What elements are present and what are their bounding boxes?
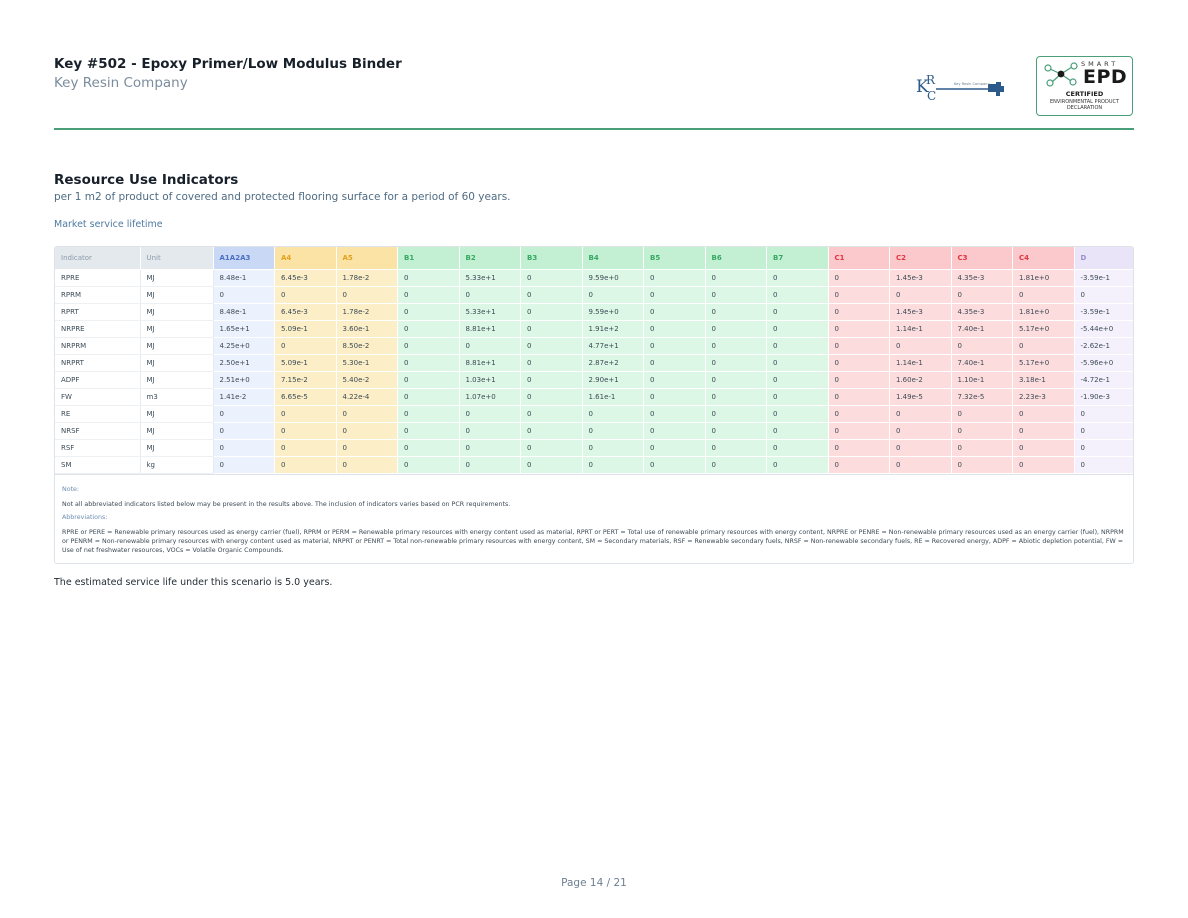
value-cell: 0 xyxy=(828,320,890,337)
note-label: Note: xyxy=(62,485,80,493)
indicator-cell: SM xyxy=(55,456,140,473)
indicator-cell: NRPRT xyxy=(55,354,140,371)
value-cell: 0 xyxy=(459,286,521,303)
value-cell: 8.48e-1 xyxy=(213,269,275,286)
value-cell: 1.10e-1 xyxy=(951,371,1013,388)
table-row xyxy=(55,320,1134,337)
value-cell: 0 xyxy=(767,422,829,439)
column-header-b5: B5 xyxy=(644,247,706,269)
value-cell: 4.25e+0 xyxy=(213,337,275,354)
value-cell: 3.60e-1 xyxy=(336,320,398,337)
table-header-row xyxy=(55,247,1134,269)
value-cell: 1.14e-1 xyxy=(890,320,952,337)
value-cell: 0 xyxy=(705,303,767,320)
resource-use-table-card xyxy=(54,246,1134,564)
value-cell: 0 xyxy=(521,405,583,422)
column-header-b3: B3 xyxy=(521,247,583,269)
value-cell: 1.07e+0 xyxy=(459,388,521,405)
value-cell: 0 xyxy=(398,371,460,388)
value-cell: 7.40e-1 xyxy=(951,354,1013,371)
value-cell: 0 xyxy=(336,286,398,303)
value-cell: 0 xyxy=(767,303,829,320)
unit-cell: MJ xyxy=(140,286,213,303)
value-cell: 0 xyxy=(644,354,706,371)
value-cell: 0 xyxy=(521,422,583,439)
value-cell: 0 xyxy=(582,405,644,422)
resource-use-table xyxy=(55,247,1134,474)
value-cell: 0 xyxy=(1013,337,1075,354)
value-cell: 0 xyxy=(951,286,1013,303)
value-cell: 0 xyxy=(582,439,644,456)
value-cell: 0 xyxy=(521,303,583,320)
value-cell: 8.50e-2 xyxy=(336,337,398,354)
value-cell: -5.44e+0 xyxy=(1074,320,1134,337)
value-cell: 8.48e-1 xyxy=(213,303,275,320)
table-row xyxy=(55,286,1134,303)
logo-letter-k: K xyxy=(916,77,929,97)
column-header-unit: Unit xyxy=(140,247,213,269)
value-cell: 0 xyxy=(1074,405,1134,422)
value-cell: 7.32e-5 xyxy=(951,388,1013,405)
document-title: Key #502 - Epoxy Primer/Low Modulus Binder xyxy=(54,56,402,72)
column-header-b1: B1 xyxy=(398,247,460,269)
value-cell: 0 xyxy=(398,269,460,286)
unit-cell: MJ xyxy=(140,269,213,286)
value-cell: 0 xyxy=(398,388,460,405)
page-header xyxy=(54,56,1134,130)
value-cell: 9.59e+0 xyxy=(582,303,644,320)
value-cell: 1.14e-1 xyxy=(890,354,952,371)
value-cell: 8.81e+1 xyxy=(459,320,521,337)
value-cell: 0 xyxy=(890,439,952,456)
table-row xyxy=(55,269,1134,286)
value-cell: 2.87e+2 xyxy=(582,354,644,371)
value-cell: 0 xyxy=(705,354,767,371)
value-cell: 0 xyxy=(1013,439,1075,456)
value-cell: 0 xyxy=(644,405,706,422)
table-row xyxy=(55,388,1134,405)
value-cell: 0 xyxy=(767,337,829,354)
indicator-cell: ADPF xyxy=(55,371,140,388)
value-cell: 1.91e+2 xyxy=(582,320,644,337)
table-row xyxy=(55,439,1134,456)
value-cell: 0 xyxy=(644,388,706,405)
value-cell: 0 xyxy=(705,371,767,388)
value-cell: 2.90e+1 xyxy=(582,371,644,388)
value-cell: 0 xyxy=(644,303,706,320)
value-cell: 2.51e+0 xyxy=(213,371,275,388)
value-cell: 0 xyxy=(1074,439,1134,456)
value-cell: 0 xyxy=(582,286,644,303)
indicator-cell: RPRT xyxy=(55,303,140,320)
value-cell: 0 xyxy=(213,405,275,422)
value-cell: 0 xyxy=(582,422,644,439)
value-cell: 1.61e-1 xyxy=(582,388,644,405)
value-cell: 0 xyxy=(767,371,829,388)
indicator-cell: FW xyxy=(55,388,140,405)
value-cell: -3.59e-1 xyxy=(1074,269,1134,286)
molecule-icon xyxy=(1042,61,1080,87)
value-cell: 0 xyxy=(398,354,460,371)
value-cell: 3.18e-1 xyxy=(1013,371,1075,388)
value-cell: 0 xyxy=(459,456,521,473)
column-header-a4: A4 xyxy=(275,247,337,269)
value-cell: -4.72e-1 xyxy=(1074,371,1134,388)
section-title: Resource Use Indicators xyxy=(54,172,239,188)
value-cell: 0 xyxy=(644,422,706,439)
value-cell: 6.45e-3 xyxy=(275,269,337,286)
value-cell: 6.45e-3 xyxy=(275,303,337,320)
value-cell: 0 xyxy=(521,371,583,388)
value-cell: 1.81e+0 xyxy=(1013,269,1075,286)
value-cell: 0 xyxy=(828,388,890,405)
value-cell: 1.45e-3 xyxy=(890,303,952,320)
value-cell: 0 xyxy=(705,286,767,303)
table-row xyxy=(55,456,1134,473)
value-cell: -3.59e-1 xyxy=(1074,303,1134,320)
unit-cell: MJ xyxy=(140,354,213,371)
value-cell: 0 xyxy=(705,456,767,473)
value-cell: 0 xyxy=(275,456,337,473)
table-row xyxy=(55,303,1134,320)
value-cell: 0 xyxy=(705,422,767,439)
value-cell: 0 xyxy=(705,269,767,286)
value-cell: 1.78e-2 xyxy=(336,269,398,286)
value-cell: 0 xyxy=(705,320,767,337)
note-text: Not all abbreviated indicators listed below may be present in the results above. The inclusion of indicators varies based on PCR requirements. xyxy=(62,500,511,508)
value-cell: 0 xyxy=(398,286,460,303)
value-cell: 7.15e-2 xyxy=(275,371,337,388)
value-cell: 0 xyxy=(890,422,952,439)
value-cell: 5.09e-1 xyxy=(275,354,337,371)
value-cell: 0 xyxy=(705,337,767,354)
value-cell: 0 xyxy=(767,388,829,405)
table-row xyxy=(55,405,1134,422)
value-cell: 0 xyxy=(1074,286,1134,303)
value-cell: 0 xyxy=(828,422,890,439)
value-cell: 0 xyxy=(767,269,829,286)
value-cell: 8.81e+1 xyxy=(459,354,521,371)
value-cell: 0 xyxy=(644,371,706,388)
value-cell: 7.40e-1 xyxy=(951,320,1013,337)
unit-cell: MJ xyxy=(140,405,213,422)
column-header-indicator: Indicator xyxy=(55,247,140,269)
value-cell: 0 xyxy=(275,405,337,422)
badge-smart-label: SMART xyxy=(1081,60,1119,68)
logo-letter-c: C xyxy=(927,89,937,103)
indicator-cell: RPRE xyxy=(55,269,140,286)
unit-cell: MJ xyxy=(140,439,213,456)
value-cell: 5.30e-1 xyxy=(336,354,398,371)
value-cell: 0 xyxy=(1013,286,1075,303)
value-cell: 0 xyxy=(890,337,952,354)
value-cell: 1.45e-3 xyxy=(890,269,952,286)
value-cell: 1.49e-5 xyxy=(890,388,952,405)
value-cell: 4.35e-3 xyxy=(951,269,1013,286)
value-cell: 0 xyxy=(459,337,521,354)
value-cell: 0 xyxy=(336,422,398,439)
value-cell: 0 xyxy=(459,405,521,422)
value-cell: 0 xyxy=(1013,405,1075,422)
value-cell: 0 xyxy=(644,456,706,473)
value-cell: 0 xyxy=(521,320,583,337)
unit-cell: MJ xyxy=(140,371,213,388)
value-cell: 5.09e-1 xyxy=(275,320,337,337)
value-cell: 1.41e-2 xyxy=(213,388,275,405)
section-subtitle: per 1 m2 of product of covered and protected flooring surface for a period of 60 years. xyxy=(54,191,511,203)
value-cell: 0 xyxy=(828,439,890,456)
service-life-text: The estimated service life under this scenario is 5.0 years. xyxy=(54,577,333,588)
value-cell: 0 xyxy=(828,337,890,354)
value-cell: 6.65e-5 xyxy=(275,388,337,405)
value-cell: 0 xyxy=(336,439,398,456)
column-header-b6: B6 xyxy=(705,247,767,269)
notes-section xyxy=(55,474,1133,563)
value-cell: 0 xyxy=(705,439,767,456)
value-cell: 0 xyxy=(828,354,890,371)
value-cell: 0 xyxy=(644,320,706,337)
value-cell: 0 xyxy=(398,439,460,456)
value-cell: 5.17e+0 xyxy=(1013,320,1075,337)
logo-letter-r: R xyxy=(926,73,936,87)
value-cell: 0 xyxy=(1074,422,1134,439)
value-cell: 0 xyxy=(828,286,890,303)
scenario-label: Market service lifetime xyxy=(54,219,163,230)
value-cell: -2.62e-1 xyxy=(1074,337,1134,354)
value-cell: 0 xyxy=(459,439,521,456)
abbreviations-label: Abbreviations: xyxy=(62,513,108,521)
value-cell: 0 xyxy=(951,422,1013,439)
value-cell: 0 xyxy=(398,320,460,337)
value-cell: 0 xyxy=(521,354,583,371)
value-cell: 0 xyxy=(398,456,460,473)
value-cell: 2.23e-3 xyxy=(1013,388,1075,405)
value-cell: 0 xyxy=(213,439,275,456)
indicator-cell: NRPRE xyxy=(55,320,140,337)
value-cell: 0 xyxy=(521,388,583,405)
value-cell: 0 xyxy=(705,388,767,405)
value-cell: 0 xyxy=(1013,456,1075,473)
value-cell: 0 xyxy=(644,439,706,456)
unit-cell: MJ xyxy=(140,320,213,337)
value-cell: 0 xyxy=(1013,422,1075,439)
table-row xyxy=(55,337,1134,354)
value-cell: 0 xyxy=(644,337,706,354)
table-row xyxy=(55,354,1134,371)
column-header-b7: B7 xyxy=(767,247,829,269)
value-cell: 4.35e-3 xyxy=(951,303,1013,320)
value-cell: 0 xyxy=(767,405,829,422)
value-cell: 0 xyxy=(521,286,583,303)
value-cell: -5.96e+0 xyxy=(1074,354,1134,371)
value-cell: 0 xyxy=(705,405,767,422)
value-cell: 0 xyxy=(767,456,829,473)
value-cell: 0 xyxy=(398,337,460,354)
value-cell: 0 xyxy=(275,286,337,303)
unit-cell: MJ xyxy=(140,422,213,439)
value-cell: 0 xyxy=(459,422,521,439)
unit-cell: kg xyxy=(140,456,213,473)
unit-cell: m3 xyxy=(140,388,213,405)
badge-declaration-line1: ENVIRONMENTAL PRODUCT xyxy=(1049,99,1120,105)
value-cell: 2.50e+1 xyxy=(213,354,275,371)
column-header-c2: C2 xyxy=(890,247,952,269)
value-cell: 0 xyxy=(521,269,583,286)
column-header-c3: C3 xyxy=(951,247,1013,269)
value-cell: 0 xyxy=(828,456,890,473)
column-header-b2: B2 xyxy=(459,247,521,269)
value-cell: -1.90e-3 xyxy=(1074,388,1134,405)
value-cell: 4.22e-4 xyxy=(336,388,398,405)
value-cell: 0 xyxy=(213,286,275,303)
column-header-a5: A5 xyxy=(336,247,398,269)
value-cell: 9.59e+0 xyxy=(582,269,644,286)
column-header-d: D xyxy=(1074,247,1134,269)
value-cell: 5.33e+1 xyxy=(459,303,521,320)
value-cell: 0 xyxy=(767,354,829,371)
value-cell: 0 xyxy=(582,456,644,473)
value-cell: 0 xyxy=(644,286,706,303)
value-cell: 4.77e+1 xyxy=(582,337,644,354)
company-name: Key Resin Company xyxy=(54,75,188,91)
value-cell: 0 xyxy=(767,439,829,456)
value-cell: 0 xyxy=(828,303,890,320)
value-cell: 0 xyxy=(890,286,952,303)
indicator-cell: RSF xyxy=(55,439,140,456)
unit-cell: MJ xyxy=(140,303,213,320)
value-cell: 0 xyxy=(398,303,460,320)
value-cell: 1.81e+0 xyxy=(1013,303,1075,320)
value-cell: 0 xyxy=(767,286,829,303)
column-header-c4: C4 xyxy=(1013,247,1075,269)
value-cell: 0 xyxy=(213,422,275,439)
value-cell: 1.60e-2 xyxy=(890,371,952,388)
column-header-c1: C1 xyxy=(828,247,890,269)
value-cell: 0 xyxy=(828,269,890,286)
unit-cell: MJ xyxy=(140,337,213,354)
badge-certified-label: CERTIFIED xyxy=(1065,90,1104,98)
value-cell: 0 xyxy=(951,405,1013,422)
value-cell: 0 xyxy=(275,422,337,439)
logo-tagline: Key Resin Company xyxy=(954,82,990,86)
value-cell: 0 xyxy=(828,371,890,388)
value-cell: 0 xyxy=(521,337,583,354)
value-cell: 1.65e+1 xyxy=(213,320,275,337)
indicator-cell: NRSF xyxy=(55,422,140,439)
value-cell: 0 xyxy=(890,456,952,473)
value-cell: 0 xyxy=(275,337,337,354)
value-cell: 0 xyxy=(951,337,1013,354)
page-number: Page 14 / 21 xyxy=(561,877,627,889)
column-header-b4: B4 xyxy=(582,247,644,269)
value-cell: 0 xyxy=(1074,456,1134,473)
value-cell: 0 xyxy=(767,320,829,337)
badge-declaration-line2: DECLARATION xyxy=(1066,105,1103,111)
indicator-cell: NRPRM xyxy=(55,337,140,354)
badge-epd-label: EPD xyxy=(1083,66,1128,88)
value-cell: 0 xyxy=(828,405,890,422)
value-cell: 0 xyxy=(951,456,1013,473)
table-row xyxy=(55,422,1134,439)
value-cell: 0 xyxy=(890,405,952,422)
value-cell: 1.78e-2 xyxy=(336,303,398,320)
indicator-cell: RE xyxy=(55,405,140,422)
value-cell: 0 xyxy=(951,439,1013,456)
value-cell: 0 xyxy=(336,456,398,473)
value-cell: 0 xyxy=(275,439,337,456)
value-cell: 5.17e+0 xyxy=(1013,354,1075,371)
value-cell: 5.33e+1 xyxy=(459,269,521,286)
value-cell: 0 xyxy=(521,439,583,456)
smart-epd-badge xyxy=(1036,56,1133,116)
value-cell: 0 xyxy=(213,456,275,473)
value-cell: 0 xyxy=(644,269,706,286)
key-resin-logo xyxy=(916,70,1006,104)
value-cell: 0 xyxy=(398,422,460,439)
value-cell: 5.40e-2 xyxy=(336,371,398,388)
table-body xyxy=(55,269,1134,473)
value-cell: 1.03e+1 xyxy=(459,371,521,388)
table-row xyxy=(55,371,1134,388)
value-cell: 0 xyxy=(521,456,583,473)
value-cell: 0 xyxy=(336,405,398,422)
abbreviations-text: RPRE or PERE = Renewable primary resources used as energy carrier (fuel), RPRM or PERM = Renewable primary resources with energy content used as material, RPRT or PERT = Total use of renewable primary resources with energy content, NRPRE or PENRE = Non-renewable primary resources used as an energy carrier (fuel), NRPRM or PENRM = Non-renewable primary resources with energy content used as material, NRPRT or PENRT = Total non-renewable primary resources with energy content, SM = Secondary materials, RSF = Renewable secondary fuels, NRSF = Non-renewable secondary fuels, RE = Recovered energy, ADPF = Abiotic depletion potential, FW = Use of net freshwater resources, VOCs = Volatile Organic Compounds. xyxy=(62,528,1124,554)
indicator-cell: RPRM xyxy=(55,286,140,303)
column-header-a1a2a3: A1A2A3 xyxy=(213,247,275,269)
value-cell: 0 xyxy=(398,405,460,422)
